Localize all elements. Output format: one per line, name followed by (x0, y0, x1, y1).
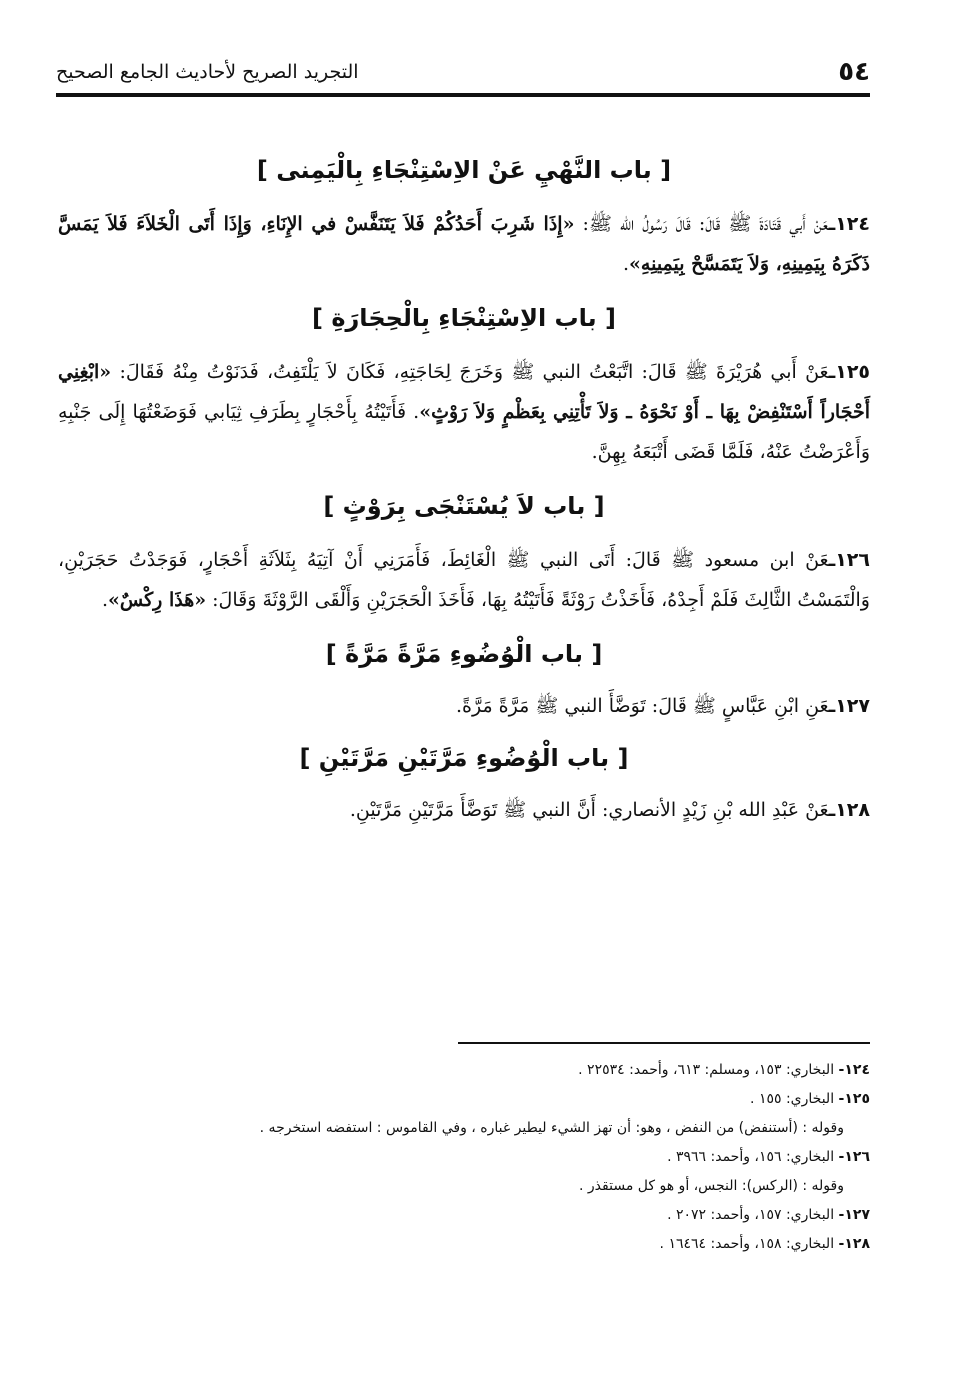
running-title: التجريد الصريح لأحاديث الجامع الصحيح (56, 61, 359, 83)
footnote-127 (80, 1201, 870, 1230)
footnote-note (80, 1114, 870, 1143)
hadith-124 (58, 204, 870, 284)
page-header (56, 52, 870, 92)
footnote-126 (80, 1143, 870, 1172)
footnote-number: ١٢٥- (838, 1091, 870, 1107)
footnote-text: البخاري: ١٥٧، وأحمد: ٢٠٧٢ . (667, 1207, 835, 1223)
hadith-number: ١٢٧ـ (828, 695, 870, 717)
footnote-number: ١٢٨- (838, 1236, 870, 1252)
footnote-text: البخاري: ١٥٦، وأحمد: ٣٩٦٦ . (667, 1149, 835, 1165)
footnote-number: ١٢٦- (838, 1149, 870, 1165)
chapter-heading: [ باب الْوُضُوءِ مَرَّةً مَرَّةً ] (325, 640, 603, 668)
footnotes (80, 1056, 870, 1259)
chapter-heading: [ باب النَّهْيِ عَنْ الاِسْتِنْجَاءِ بِالْيَمِنى ] (256, 156, 672, 184)
footnote-rule (458, 1042, 870, 1044)
footnote-number: ١٢٤- (838, 1062, 870, 1078)
hadith-intro: عَنْ ابن مسعود ﷺ قَالَ: أَتَى النبي ﷺ الْغَائِطَ، فَأَمَرَنِي أَنْ آتِيَهُ بِثَلاَثَةِ أَحْجَارٍ، فَوَجَدْتُ حَجَرَيْنِ، وَالْتَمَسْتُ الثَّالِثَ فَلَمْ أَجِدْهُ، فَأَخَذْتُ رَوْثَةً فَأَتَيْتُهُ بِهَا، فَأَخَذَ الْحَجَرَيْنِ وَأَلْقَى الرَّوْثَةَ وَقَالَ: (58, 549, 870, 611)
hadith-quote: «هَذَا رِكْسٌ» (108, 589, 207, 611)
footnote-text: البخاري: ١٥٥ . (750, 1091, 835, 1107)
hadith-number: ١٢٤ـ (828, 213, 870, 235)
footnote-125 (80, 1085, 870, 1114)
hadith-intro: عَنْ أَبي هُرَيْرَةَ ﷺ قَالَ: اتَّبَعْتُ النبي ﷺ وَخَرَجَ لِحَاجَتِهِ، فَكَانَ لاَ يَلْتَفِتُ، فَدَنَوْتُ مِنْهُ فَقَالَ: (119, 361, 829, 383)
hadith-end: . (101, 589, 109, 611)
hadith-126 (58, 540, 870, 620)
hadith-128 (58, 790, 870, 830)
footnote-text: البخاري: ١٥٣، ومسلم: ٦١٣، وأحمد: ٢٢٥٣٤ . (578, 1062, 835, 1078)
hadith-quote: «ابْغِنِي أَحْجَاراً أَسْتَنْفِضْ بِهَا ـ أَوْ نَحْوَهُ ـ وَلاَ تَأْتِنِي بِعَظْمٍ وَلاَ رَوْثٍ» (58, 361, 870, 423)
footnote-text: البخاري: ١٥٨، وأحمد: ١٦٤٦٤ . (659, 1236, 835, 1252)
hadith-127 (58, 686, 870, 726)
hadith-number: ١٢٥ـ (828, 361, 871, 383)
footnote-128 (80, 1230, 870, 1259)
hadith-intro: عَنْ عَبْدِ الله بْنِ زَيْدٍ الأنصاري: أَنَّ النبي ﷺ تَوَضَّأَ مَرَّتَيْنِ مَرَّتَيْنِ. (349, 799, 829, 821)
chapter-heading: [ باب لاَ يُسْتَنْجَى بِرَوْثٍ ] (323, 492, 605, 520)
footnote-124 (80, 1056, 870, 1085)
page-number: ٥٤ (838, 57, 870, 87)
hadith-intro: عَنِ ابْنِ عَبَّاسٍ ﷺ قَالَ: تَوَضَّأَ النبي ﷺ مَرَّةً مَرَّةً. (455, 695, 829, 717)
header-rule (56, 93, 870, 97)
hadith-number: ١٢٦ـ (828, 549, 870, 571)
footnote-note (80, 1172, 870, 1201)
chapter-heading: [ باب الاِسْتِنْجَاءِ بِالْحِجَارَةِ ] (312, 304, 616, 332)
hadith-end: . (622, 253, 630, 275)
main-text (58, 140, 870, 830)
hadith-end: . فَأَتَيْتُهُ بِأَحْجَارٍ بِطَرَفِ ثِيَابي فَوَضَعْتُهَا إِلَى جَنْبِهِ وَأَعْرَضْتُ عَنْهُ، فَلَمَّا قَضَى أَتْبَعَهُ بِهِنَّ. (58, 401, 870, 463)
footnote-text: وقوله : (الركس): النجس، أو هو كل مستقذر . (579, 1178, 844, 1194)
hadith-intro: عَنْ أَبي قَتَادَةَ ﷺ قَالَ: قَالَ رَسُولُ الله ﷺ: (582, 213, 829, 235)
hadith-125 (58, 352, 870, 472)
hadith-quote: «إِذَا شَرِبَ أَحَدُكُمْ فَلاَ يَتَنَفَّسْ في الإِنَاءِ، وَإِذَا أَتَى الْخَلاَءَ فَلاَ يَمَسَّ ذَكَرَهُ بِيَمِينِهِ، وَلاَ يَتَمَسَّحْ بِيَمِينِهِ» (58, 213, 870, 275)
hadith-number: ١٢٨ـ (828, 799, 870, 821)
footnote-number: ١٢٧- (838, 1207, 870, 1223)
footnote-text: وقوله : (أستنفض) من النفض ، وهو: أن تهز الشيء ليطير غباره ، وفي القاموس : استفضه استخرجه . (259, 1120, 844, 1136)
chapter-heading: [ باب الْوُضُوءِ مَرَّتَيْنِ مَرَّتَيْنِ ] (299, 744, 629, 772)
